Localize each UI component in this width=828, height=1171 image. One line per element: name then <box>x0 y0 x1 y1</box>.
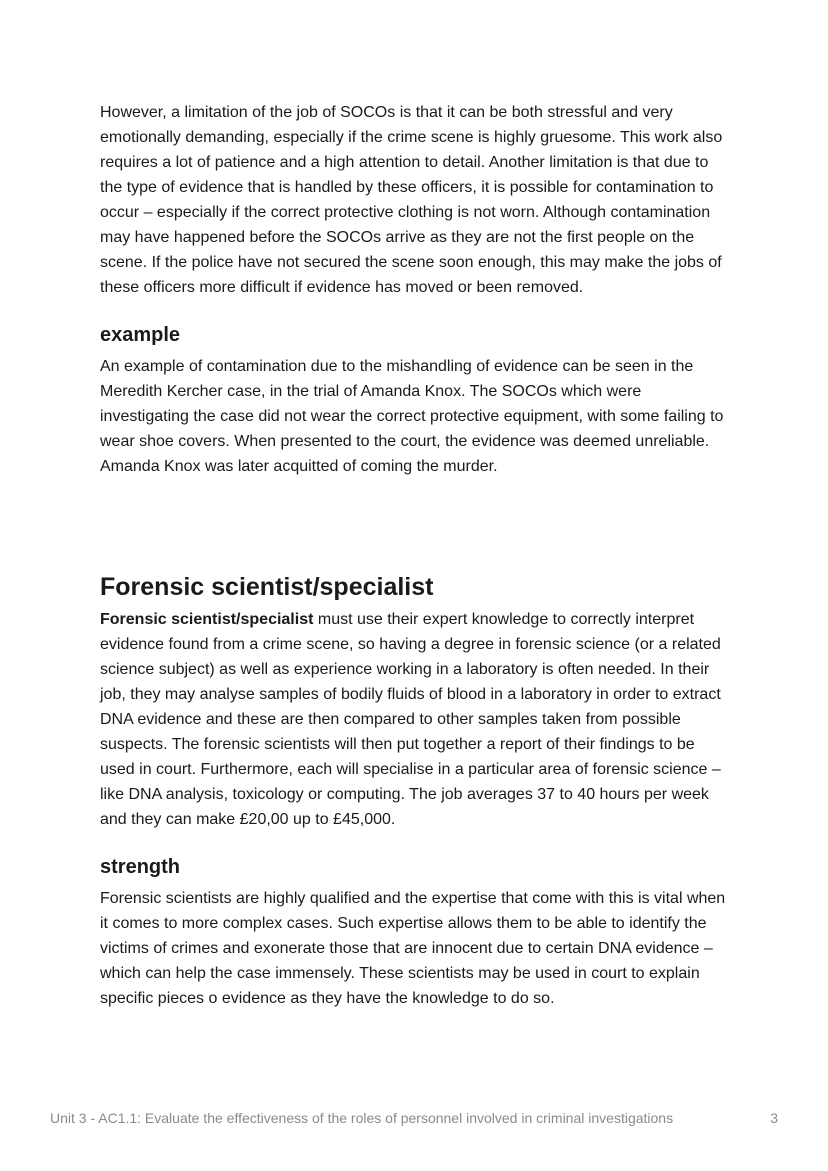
forensic-text: must use their expert knowledge to correctly interpret evidence found from a crime scene, so having a degree in forensic science (or a related science subject) as well as experience working in a laboratory is often needed. In their job, they may analyse samples of bodily fluids of blood in a laboratory in order to extract DNA evidence and these are then compared to other samples taken from possible suspects. The forensic scientists will then put together a report of their findings to be used in court. Furthermore, each will specialise in a particular area of forensic science – like DNA analysis, toxicology or computing. The job averages 37 to 40 hours per week and they can make £20,00 up to £45,000. <box>100 611 721 828</box>
example-paragraph: An example of contamination due to the mishandling of evidence can be seen in the Meredith Kercher case, in the trial of Amanda Knox. The SOCOs which were investigating the case did not wear the correct protective equipment, with some failing to wear shoe covers. When presented to the court, the evidence was deemed unreliable. Amanda Knox was later acquitted of coming the murder. <box>100 358 724 475</box>
limitation-paragraph: However, a limitation of the job of SOCOs is that it can be both stressful and very emotionally demanding, especially if the crime scene is highly gruesome. This work also requires a lot of patience and a high attention to detail. Another limitation is that due to the type of evidence that is handled by these officers, it is possible for contamination to occur – especially if the correct protective clothing is not worn. Although contamination may have happened before the SOCOs arrive as they are not the first people on the scene. If the police have not secured the scene soon enough, this may make the jobs of these officers more difficult if evidence has moved or been removed. <box>100 104 723 296</box>
forensic-paragraph <box>100 607 730 832</box>
page-number: 3 <box>770 1110 778 1126</box>
example-heading: example <box>100 324 181 346</box>
page-footer <box>50 1110 778 1126</box>
strength-paragraph: Forensic scientists are highly qualified and the expertise that come with this is vital when it comes to more complex cases. Such expertise allows them to be able to identify the victims of crimes and exonerate those that are innocent due to certain DNA evidence – which can help the case immensely. These scientists may be used in court to explain specific pieces o evidence as they have the knowledge to do so. <box>100 890 726 1007</box>
forensic-lead: Forensic scientist/specialist <box>100 611 314 628</box>
forensic-heading: Forensic scientist/specialist <box>100 573 434 601</box>
document-body <box>100 100 730 1011</box>
footer-title: Unit 3 - AC1.1: Evaluate the effectiveness of the roles of personnel involved in criminal investigations <box>50 1110 674 1126</box>
strength-heading: strength <box>100 856 180 878</box>
